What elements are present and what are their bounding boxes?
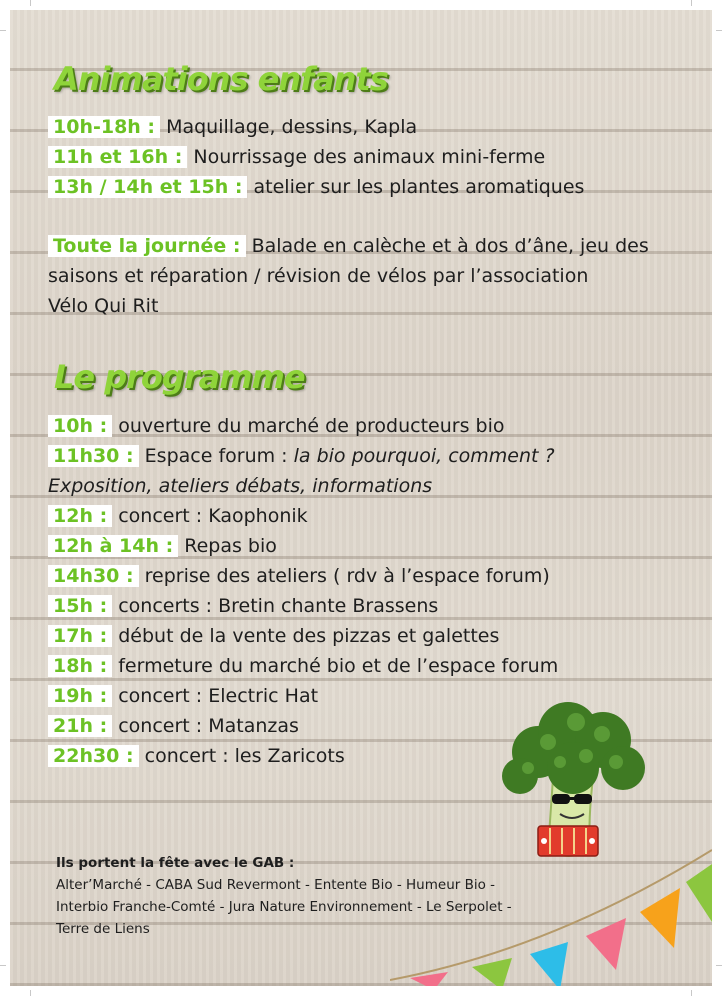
programme-item xyxy=(48,653,558,679)
programme-heading: Le programme xyxy=(54,358,305,396)
time-tag: 19h : xyxy=(48,685,112,707)
programme-item xyxy=(48,683,318,709)
item-text: atelier sur les plantes aromatiques xyxy=(247,176,585,198)
programme-item xyxy=(48,533,277,559)
all-day-line-2: saisons et réparation / révision de vélos par l’association xyxy=(48,265,589,287)
crop-mark xyxy=(691,990,692,996)
crop-mark xyxy=(716,965,722,966)
footer-title: Ils portent la fête avec le GAB : xyxy=(56,855,295,871)
programme-item xyxy=(48,593,438,619)
item-text: Nourrissage des animaux mini-ferme xyxy=(187,146,546,168)
time-tag: 13h / 14h et 15h : xyxy=(48,176,247,198)
time-tag: 12h à 14h : xyxy=(48,535,178,557)
time-tag: 10h : xyxy=(48,415,112,437)
crop-mark xyxy=(0,965,6,966)
time-tag: 18h : xyxy=(48,655,112,677)
animations-heading: Animations enfants xyxy=(54,60,388,98)
animation-item xyxy=(48,144,545,170)
all-day-item xyxy=(48,233,649,259)
footer-partners-line-2: Interbio Franche-Comté - Jura Nature Environnement - Le Serpolet - xyxy=(56,899,512,915)
programme-item xyxy=(48,413,504,439)
item-text: ouverture du marché de producteurs bio xyxy=(112,415,505,437)
crop-mark xyxy=(0,30,6,31)
item-text: Repas bio xyxy=(178,535,277,557)
footer-partners-line-1: Alter’Marché - CABA Sud Revermont - Entente Bio - Humeur Bio - xyxy=(56,877,496,893)
crop-mark xyxy=(30,990,31,996)
time-tag: Toute la journée : xyxy=(48,235,246,257)
item-text: concerts : Bretin chante Brassens xyxy=(112,595,439,617)
time-tag: 14h30 : xyxy=(48,565,139,587)
item-text: concert : Matanzas xyxy=(112,715,299,737)
item-text: reprise des ateliers ( rdv à l’espace forum) xyxy=(138,565,550,587)
animation-item xyxy=(48,174,584,200)
item-text: concert : Electric Hat xyxy=(112,685,319,707)
time-tag: 11h30 : xyxy=(48,445,139,467)
item-text: Espace forum : xyxy=(138,445,294,467)
time-tag: 15h : xyxy=(48,595,112,617)
time-tag: 11h et 16h : xyxy=(48,146,187,168)
item-text: concert : Kaophonik xyxy=(112,505,308,527)
all-day-line-3: Vélo Qui Rit xyxy=(48,295,159,317)
crop-mark xyxy=(716,30,722,31)
item-text: début de la vente des pizzas et galettes xyxy=(112,625,500,647)
bunting-flags-icon xyxy=(390,830,712,986)
time-tag: 22h30 : xyxy=(48,745,139,767)
forum-details: Exposition, ateliers débats, informations xyxy=(48,475,433,497)
programme-item xyxy=(48,563,550,589)
animation-item xyxy=(48,114,417,140)
programme-item xyxy=(48,743,345,769)
programme-item xyxy=(48,503,308,529)
item-text: Maquillage, dessins, Kapla xyxy=(160,116,418,138)
time-tag: 21h : xyxy=(48,715,112,737)
programme-item xyxy=(48,623,499,649)
item-text: fermeture du marché bio et de l’espace forum xyxy=(112,655,559,677)
programme-item xyxy=(48,713,299,739)
time-tag: 17h : xyxy=(48,625,112,647)
crop-mark xyxy=(30,0,31,6)
crop-mark xyxy=(691,0,692,6)
item-text: Balade en calèche et à dos d’âne, jeu des xyxy=(245,235,649,257)
forum-topic: la bio pourquoi, comment ? xyxy=(293,445,555,467)
item-text: concert : les Zaricots xyxy=(138,745,345,767)
footer-partners-line-3: Terre de Liens xyxy=(56,921,150,937)
time-tag: 10h-18h : xyxy=(48,116,160,138)
time-tag: 12h : xyxy=(48,505,112,527)
programme-item-forum xyxy=(48,443,555,469)
flyer-page xyxy=(10,10,712,986)
